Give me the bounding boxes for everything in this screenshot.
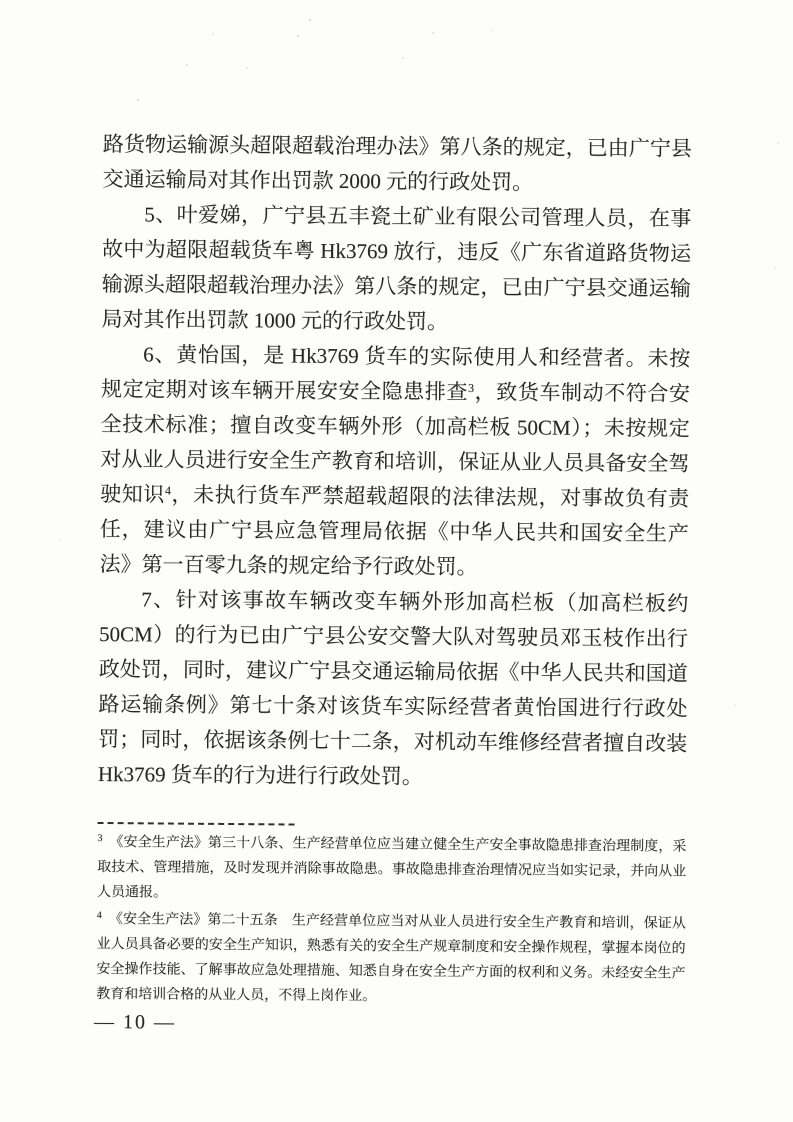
footnote-4 — [96, 907, 686, 1012]
footnote-3-text: 《安全生产法》第三十八条、生产经营单位应当建立健全生产安全事故隐患排查治理制度，采取技术、管理措施，及时发现并消除事故隐患。事故隐患排查治理情况应当如实记录，并向从业人员通报。 — [96, 835, 687, 901]
page-number: — 10 — — [93, 1010, 177, 1034]
paragraph-6-text-1: 6、黄怡国，是 Hk3769 货车的实际使用人和经营者。未按规定定期对该车辆开展安安全隐患排查 — [100, 342, 691, 404]
footnote-4-text: 《安全生产法》第二十五条 生产经营单位应当对从业人员进行安全生产教育和培训，保证从业人员具备必要的安全生产知识，熟悉有关的安全生产规章制度和安全操作规程，掌握本岗位的安全操作技能、了解事故应急处理措施、知悉自身在安全生产方面的权利和义务。未经安全生产教育和培训合格的从业人员，不得上岗作业。 — [96, 912, 686, 1005]
footnote-3-marker: 3 — [97, 832, 103, 845]
paragraph-7: 7、针对该事故车辆改变车辆外形加高栏板（加高栏板约 50CM）的行为已由广宁县公安交警大队对驾驶员邓玉枝作出行政处罚，同时，建议广宁县交通运输局依据《中华人民共和国道路运输条例》第七十条对该货车实际经营者黄怡国进行行政处罚；同时，依据该条例七十二条，对机动车维修经营者擅自改装 Hk3769 货车的行为进行行政处罚。 — [97, 587, 689, 789]
footnote-3 — [97, 830, 687, 910]
paragraph-6-text-2: ，致货车制动不符合安全技术标准；擅自改变车辆外形（加高栏板 50CM）；未按规定对从业人员进行安全生产教育和培训，保证从业人员具备安全驾驶知识 — [100, 379, 691, 507]
footnotes-section — [96, 822, 686, 1012]
paragraph-6-text-3: ，未执行货车严禁超载超限的法律法规，对事故负有责任，建议由广宁县应急管理局依据《中华人民共和国安全生产法》第一百零九条的规定给予行政处罚。 — [99, 482, 690, 579]
paragraph-continuation: 路货物运输源头超限超载治理办法》第八条的规定，已由广宁县交通运输局对其作出罚款 2000 元的行政处罚。 — [102, 131, 692, 195]
paragraph-5: 5、叶爱娣，广宁县五丰瓷土矿业有限公司管理人员，在事故中为超限超载货车粤 Hk3769 放行，违反《广东省道路货物运输源头超限超载治理办法》第八条的规定，已由广宁县交通运输局对其作出罚款 1000 元的行政处罚。 — [101, 202, 692, 334]
paragraph-6 — [99, 337, 690, 587]
footnote-divider-line — [98, 822, 295, 826]
main-text-block — [98, 127, 692, 797]
footnote-4-marker: 4 — [96, 909, 102, 922]
page-content — [93, 127, 692, 1034]
footnote-ref-4: 4 — [164, 483, 171, 498]
footnote-ref-3: 3 — [467, 380, 475, 395]
